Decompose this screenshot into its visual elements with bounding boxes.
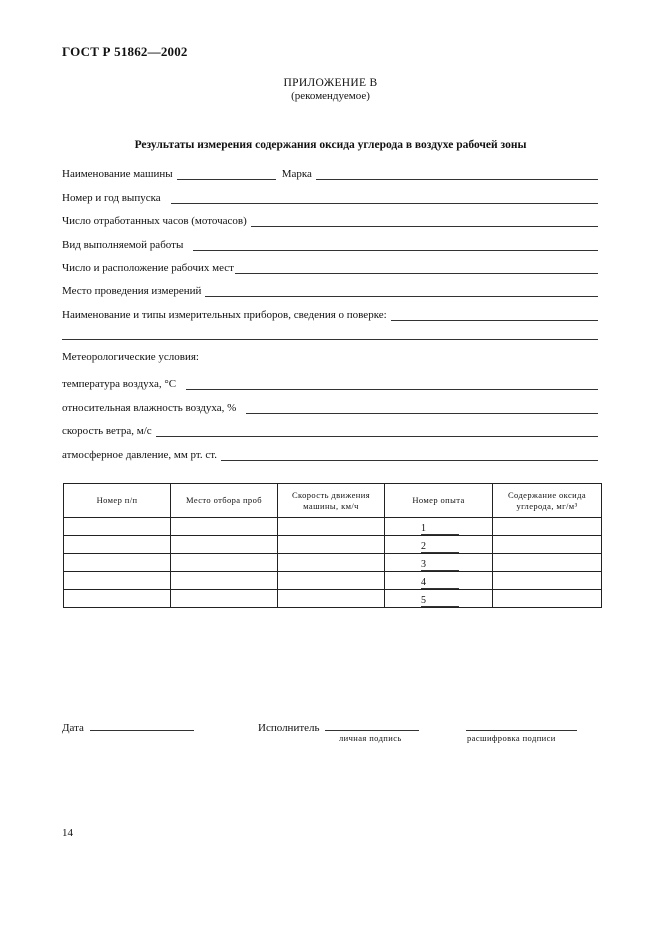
experiment-number: 5 [421,595,459,607]
form-title: Результаты измерения содержания оксида углерода в воздухе рабочей зоны [134,139,527,151]
cell-place[interactable] [171,536,278,554]
work-type-field[interactable] [193,239,598,251]
header-number: Номер п/п [64,484,171,518]
table-row [64,554,602,572]
table-row [64,590,602,608]
wind-field[interactable] [156,425,598,437]
cell-speed[interactable] [278,536,385,554]
work-type-row [62,235,598,251]
cell-content[interactable] [493,518,602,536]
cell-experiment [385,572,493,590]
results-table [63,483,602,608]
cell-content[interactable] [493,536,602,554]
temperature-row [62,374,598,390]
machine-name-field[interactable] [177,168,276,180]
executor-label: Исполнитель [258,722,320,734]
number-year-field[interactable] [171,192,598,204]
header-co-content [493,484,602,518]
cell-place[interactable] [171,590,278,608]
executor-block [258,720,419,734]
experiment-number: 3 [421,559,459,571]
header-speed [278,484,385,518]
document-code: ГОСТ Р 51862—2002 [62,44,188,59]
appendix-subtitle: (рекомендуемое) [291,90,370,102]
header-speed-line1: Скорость движения [291,489,371,500]
hours-label: Число отработанных часов (моточасов) [62,215,247,227]
instruments-label: Наименование и типы измерительных приборов, сведения о поверке: [62,309,387,321]
header-content-line1: Содержание оксида [507,489,587,500]
location-label: Место проведения измерений [62,285,202,297]
wind-label: скорость ветра, м/с [62,425,152,437]
table-row [64,536,602,554]
date-block [62,720,194,734]
meteo-heading: Метеорологические условия: [62,351,199,363]
number-year-row [62,188,598,204]
hours-field[interactable] [251,215,598,227]
table-row [64,518,602,536]
table-row [64,572,602,590]
machine-name-label: Наименование машины [62,168,173,180]
workplaces-row [62,258,598,274]
signature-decoding-field[interactable] [466,720,577,731]
cell-speed[interactable] [278,590,385,608]
decoding-caption: расшифровка подписи [467,733,556,743]
pressure-label: атмосферное давление, мм рт. ст. [62,449,217,461]
cell-content[interactable] [493,572,602,590]
pressure-row [62,445,598,461]
cell-speed[interactable] [278,554,385,572]
instruments-continuation-line[interactable] [62,339,598,340]
humidity-field[interactable] [246,402,598,414]
cell-number[interactable] [64,536,171,554]
page-number: 14 [62,827,73,839]
location-field[interactable] [205,285,598,297]
cell-speed[interactable] [278,572,385,590]
cell-experiment [385,554,493,572]
cell-number[interactable] [64,572,171,590]
instruments-row [62,305,598,321]
header-experiment-number: Номер опыта [385,484,493,518]
workplaces-label: Число и расположение рабочих мест [62,262,234,274]
brand-label: Марка [281,168,312,180]
number-year-label: Номер и год выпуска [62,192,161,204]
wind-row [62,421,598,437]
cell-content[interactable] [493,590,602,608]
cell-experiment [385,536,493,554]
cell-place[interactable] [171,518,278,536]
humidity-label: относительная влажность воздуха, % [62,402,237,414]
cell-place[interactable] [171,554,278,572]
cell-number[interactable] [64,590,171,608]
header-speed-line2: машины, км/ч [303,500,359,511]
personal-signature-field[interactable] [325,720,419,731]
temperature-label: температура воздуха, °С [62,378,177,390]
date-field[interactable] [90,720,194,731]
decoding-block [466,720,577,734]
cell-speed[interactable] [278,518,385,536]
experiment-number: 4 [421,577,459,589]
temperature-field[interactable] [186,378,598,390]
appendix-title: ПРИЛОЖЕНИЕ В [283,77,378,89]
humidity-row [62,398,598,414]
instruments-field[interactable] [391,309,598,321]
work-type-label: Вид выполняемой работы [62,239,184,251]
pressure-field[interactable] [221,449,598,461]
machine-name-row [62,164,598,180]
brand-field[interactable] [316,168,598,180]
cell-place[interactable] [171,572,278,590]
location-row [62,281,598,297]
experiment-number: 1 [421,523,459,535]
table-header-row [64,484,602,518]
header-content-line2: углерода, мг/м³ [516,500,578,511]
date-label: Дата [62,722,84,734]
cell-content[interactable] [493,554,602,572]
cell-experiment [385,590,493,608]
cell-experiment [385,518,493,536]
personal-signature-caption: личная подпись [339,733,402,743]
hours-row [62,211,598,227]
cell-number[interactable] [64,554,171,572]
experiment-number: 2 [421,541,459,553]
cell-number[interactable] [64,518,171,536]
header-sampling-place: Место отбора проб [171,484,278,518]
workplaces-field[interactable] [235,262,598,274]
